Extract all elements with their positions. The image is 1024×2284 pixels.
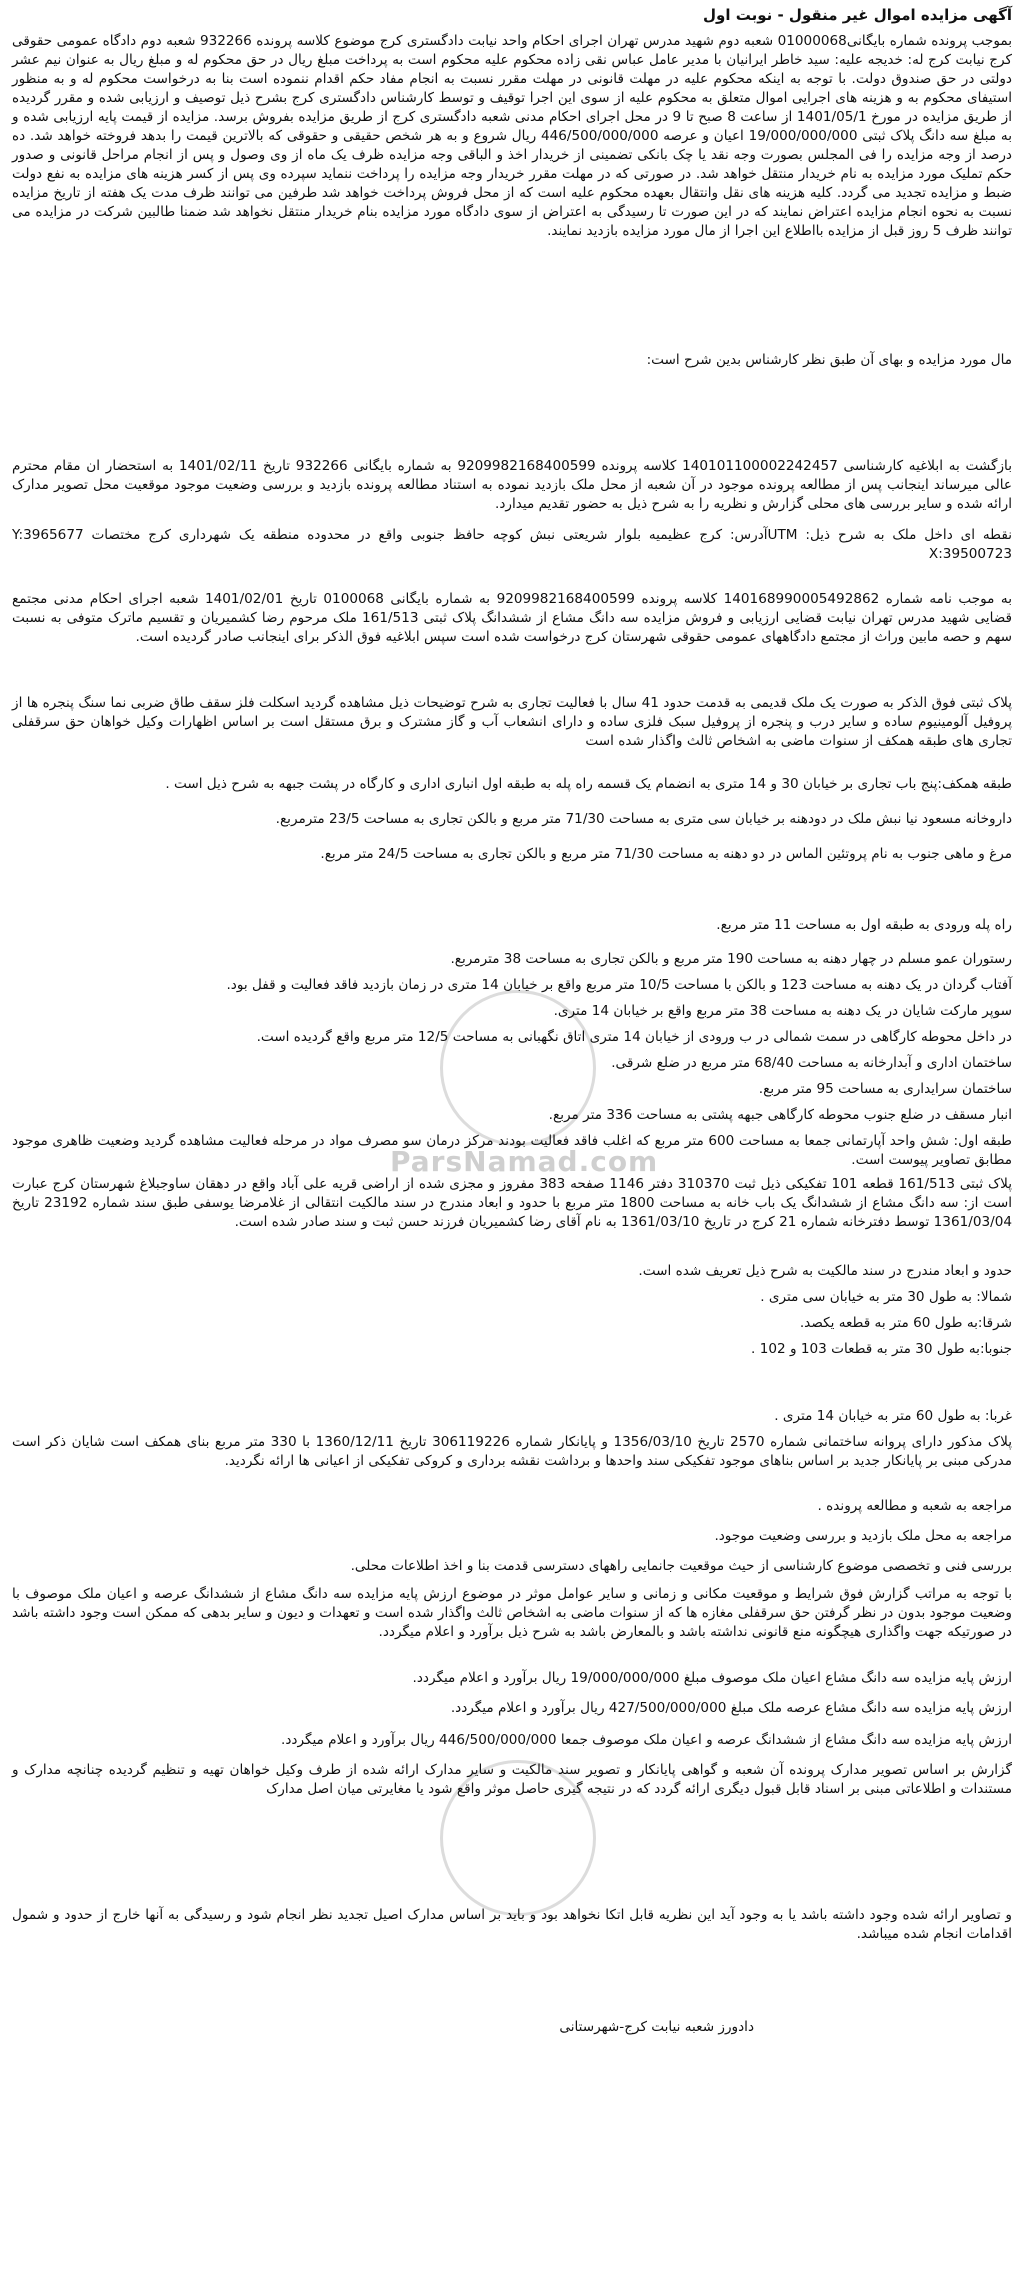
first-floor-paragraph: طبقه اول: شش واحد آپارتمانی جمعا به مساحت 600 متر مربع که اغلب فاقد فعالیت بودند مرکز درمان سو مصرف مواد در مرحله فعالیت مشاهده گردید وضعیت ظاهری موجود مطابق تصاویر پیوست است. [12, 1133, 1012, 1168]
stair-line: راه پله ورودی به طبقه اول به مساحت 11 متر مربع. [716, 917, 1012, 933]
watermark: ParsNamad.com [390, 1145, 659, 1178]
sunflower-line: آفتاب گردان در یک دهنه به مساحت 123 و بالکن با مساحت 10/5 متر مربع واقع بر خیابان 14 متری در زمان بازدید فاقد فعالیت و قفل بود. [226, 977, 1012, 993]
shop-line: مرغ و ماهی جنوب به نام پروتئین الماس در دو دهنه به مساحت 71/30 متر مربع و بالکن تجاری به مساحت 24/5 متر مربع. [320, 846, 1012, 862]
pharmacy-line: داروخانه مسعود نیا نبش ملک در دودهنه بر خیابان سی متری به مساحت 71/30 متر مربع و بالکن تجاری به مساحت 23/5 مترمربع. [275, 811, 1012, 827]
restaurant-line: رستوران عمو مسلم در چهار دهنه به مساحت 190 متر مربع و بالکن تجاری به مساحت 38 مترمربع. [450, 951, 1012, 967]
value-land: ارزش پایه مزایده سه دانگ مشاع عرصه ملک مبلغ 427/500/000/000 ریال برآورد و اعلام میگردد. [450, 1700, 1012, 1716]
intro-paragraph: بموجب پرونده شماره بایگانی01000068 شعبه دوم شهید مدرس تهران اجرای احکام واحد نیابت دادگستری کرج موضوع کلاسه پرونده 932266 شعبه دوم دادگاه عمومی حقوقی کرج نیابت کرج له: خدیجه علیه: سید خاطر ایرانیان با مدیر عامل عباس نقی زاده محکوم علیه محکوم است به پرداخت مبلغ ریال در حق محکوم له و مبلغ ریال به عنوان نیم عشر دولتی در حق صندوق دولت. با توجه به اینکه محکوم علیه در مهلت قانونی در مهلت مقرر نسبت به انجام مفاد حکم اقدام ننموده است بنا به درخواست محکوم له و به منظور استیفای محکوم به و هزینه های اجرایی اموال متعلق به محکوم علیه از سوی این اجرا توقیف و توسط کارشناس دادگستری کرج بشرح ذیل توصیف و ارزیابی شده و مقرر گردیده از طریق مزایده در مورخ 1401/05/1 از ساعت 8 صبح تا 9 در محل اجرای احکام مدنی شعبه دادگستری کرج از طریق مزایده بفروش برسد. مزایده از قیمت پایه ارزیابی شده و به مبلغ سه دانگ پلاک ثبتی 19/000/000/000 اعیان و عرصه 446/500/000/000 ریال شروع و به هر شخص حقیقی و حقوقی که بالاترین قیمت را بدهد فروخته خواهد شد. ده درصد از وجه مزایده را فی المجلس بصورت وجه نقد یا چک بانکی تضمینی از خریدار اخذ و الباقی وجه مزایده ظرف یک ماه از وی وصول و پس از انجام مراحل قانونی و صدور حکم تملیک مورد مزایده به نام خریدار منتقل خواهد شد. در صورتی که در مهلت مقرر خریدار وجه مزایده را پرداخت ننماید سپرده وی پس از کسر هزینه های مزایده به نفع دولت ضبط و مزایده تجدید می گردد. کلیه هزینه های نقل وانتقال بعهده محکوم علیه است که از محل فروش پرداخت خواهد شد طرفین می توانند ظرف مدت یک هفته از تاریخ مزایده نسبت به نحوه انجام مزایده اعتراض نمایند که در این صورت تا رسیدگی به اعتراض از سوی دادگاه مورد مزایده بنام خریدار منتقل نخواهد شد ضمنا طالبین شرکت در مزایده می توانند ظرف 5 روز قبل از مزایده بااطلاع این اجرا از مال مورد مزایده بازدید نمایند. [12, 33, 1013, 239]
supermarket-line: سوپر مارکت شایان در یک دهنه به مساحت 38 متر مربع واقع بر خیابان 14 متری. [553, 1003, 1012, 1019]
caretaker-building-line: ساختمان سرایداری به مساحت 95 متر مربع. [758, 1081, 1012, 1097]
subject-heading: مال مورد مزایده و بهای آن طبق نظر کارشناس بدین شرح است: [646, 352, 1012, 368]
boundaries-heading: حدود و ابعاد مندرج در سند مالکیت به شرح ذیل تعریف شده است. [638, 1263, 1012, 1279]
valuation-basis-paragraph: با توجه به مراتب گزارش فوق شرایط و موقعیت مکانی و زمانی و سایر عوامل موثر در موضوع ارزش پایه مزایده سه دانگ مشاع از ششدانگ عرصه و اعیان ملک موصوف با وضعیت موجود بدون در نظر گرفتن حق سرقفلی مغازه ها که از سنوات ماضی به اشخاص ثالث واگذار شده است و تعهدات و دیون و سایر بدهی که ممکن است وجود داشته باشد در صورتیکه جهت واگذاری هیچگونه منع قانونی نداشته باشد و بالمعارض باشد به شرح ذیل برآورد و اعلام میگردد. [12, 1586, 1012, 1640]
order-paragraph: به موجب نامه شماره 140168990005492862 کلاسه پرونده 9209982168400599 به شماره بایگانی 0100068 تاریخ 1401/02/01 شعبه اجرای احکام مدنی مجتمع قضایی شهید مدرس تهران نیابت قضایی ارزیابی و فروش مزایده سه دانگ مشاع از ششدانگ پلاک ثبتی 161/513 ملک مرحوم رضا کشمیریان و تقسیم ماترک متوفی به نسبت سهم و حصه مابین وراث از مجتمع دادگاههای عمومی حقوقی شهرستان کرج درخواست شده است سپس ابلاغیه فوق الذکر برای اینجانب صادر گردیده است. [12, 591, 1013, 645]
expert-report-paragraph: بازگشت به ابلاغیه کارشناسی 140101100002242457 کلاسه پرونده 9209982168400599 به شماره بایگانی 932266 تاریخ 1401/02/11 به استحضار ان مقام محترم عالی میرساند اینجانب پس از مطالعه پرونده موجود در آن شعبه از محل ملک بازدید نموده به استناد مطالعه پرونده بازدید و بررسی وضعیت موجود موقعیت محل تصویر مدارک ارائه شده و سایر بررسی های محلی گزارش و نظریه را به شرح ذیل به حضور تقدیم میدارد. [12, 458, 1012, 512]
property-description-paragraph: پلاک ثبتی فوق الذکر به صورت یک ملک قدیمی به قدمت حدود 41 سال با فعالیت تجاری به شرح توضیحات ذیل مشاهده گردید اسکلت فلز سقف طاق ضربی نما سنگ پنجره ها از پروفیل آلومینیوم ساده و سایر درب و پنجره از پروفیل سبک فلزی ساده و دارای انشعاب آب و گاز مشترک و برق مستقل است بر اساس اظهارات وکیل خواهان حق سرقفلی تجاری های طبقه همکف از سنوات ماضی به اشخاص ثالث واگذار شده است [12, 695, 1012, 749]
step-site-visit: مراجعه به محل ملک بازدید و بررسی وضعیت موجود. [714, 1528, 1012, 1544]
office-building-line: ساختمان اداری و آبدارخانه به مساحت 68/40 متر مربع در ضلع شرقی. [611, 1055, 1012, 1071]
guard-room-line: در داخل محوطه کارگاهی در سمت شمالی در ب ورودی از خیابان 14 متری اتاق نگهبانی به مساحت 12/5 متر مربع واقع گردیده است. [256, 1029, 1012, 1045]
report-basis-paragraph: گزارش بر اساس تصویر مدارک پرونده آن شعبه و گواهی پایانکار و تصویر سند مالکیت و سایر مدارک ارائه شده از طرف وکیل خواهان تهیه و تنظیم گردیده چنانچه مدارک و مستندات و اطلاعاتی مبنی بر اسناد قابل قبول دیگری ارائه گردد که در نتیجه گیری حاصل موثر واقع شود یا مغایرتی میان اصل مدارک [12, 1762, 1012, 1797]
document-title: آگهی مزایده اموال غیر منقول - نوبت اول [703, 6, 1012, 24]
value-buildings: ارزش پایه مزایده سه دانگ مشاع اعیان ملک موصوف مبلغ 19/000/000/000 ریال برآورد و اعلام میگردد. [412, 1670, 1012, 1686]
value-total: ارزش پایه مزایده سه دانگ مشاع از ششدانگ عرصه و اعیان ملک موصوف جمعا 446/500/000/000 ریال برآورد و اعلام میگردد. [281, 1732, 1012, 1748]
registration-paragraph: پلاک ثبتی 161/513 قطعه 101 تفکیکی ذیل ثبت 310370 دفتر 1146 صفحه 383 مفروز و مجزی شده از اراضی قریه علی آباد واقع در دهقان ساوجبلاغ شهرستان کرج عبارت است از: سه دانگ مشاع از ششدانگ یک باب خانه به مساحت 1800 متر مربع با حدود و ابعاد مندرج در سند مالکیت انتقالی از غلامرضا یوسفی طبق سند شماره 23192 تاریخ 1361/03/04 توسط دفترخانه شماره 21 کرج در تاریخ 1361/03/10 به نام آقای رضا کشمیریان فرزند حسن ثبت و سند صادر شده است. [12, 1176, 1013, 1230]
warehouse-line: انبار مسقف در ضلع جنوب محوطه کارگاهی جبهه پشتی به مساحت 336 متر مربع. [548, 1107, 1012, 1123]
step-technical-review: بررسی فنی و تخصصی موضوع کارشناسی از حیث موقعیت جانمایی راههای دسترسی قدمت بنا و اخذ اطلاعات محلی. [350, 1558, 1012, 1574]
disclaimer-paragraph: و تصاویر ارائه شده وجود داشته باشد یا به وجود آید این نظریه قابل اتکا نخواهد بود و باید بر اساس مدارک اصیل تجدید نظر انجام شود و رسیدگی به آنها خارج از حدود و شمول اقدامات انجام شده میباشد. [12, 1907, 1012, 1942]
step-review-file: مراجعه به شعبه و مطالعه پرونده . [817, 1498, 1012, 1514]
ground-floor-paragraph: طبقه همکف:پنج باب تجاری بر خیابان 30 و 14 متری به انضمام یک قسمه راه پله به طبقه اول انباری اداری و کارگاه در پشت جبهه به شرح ذیل است . [165, 776, 1012, 792]
boundary-north: شمالا: به طول 30 متر به خیابان سی متری . [760, 1289, 1012, 1305]
boundary-south: جنوبا:به طول 30 متر به قطعات 103 و 102 . [751, 1341, 1012, 1357]
permit-paragraph: پلاک مذکور دارای پروانه ساختمانی شماره 2570 تاریخ 1356/03/10 و پایانکار شماره 306119226 تاریخ 1360/12/11 با 330 متر مربع بنای همکف است شایان ذکر است مدرکی مبنی بر پایانکار جدید بر اساس بناهای موجود تفکیکی سند واحدها و برداشت نقشه برداری و کروکی تفکیکی از اعیانی ها ارائه نگردید. [12, 1434, 1012, 1469]
boundary-west: غربا: به طول 60 متر به خیابان 14 متری . [774, 1408, 1012, 1424]
signature: دادورز شعبه نیابت کرج-شهرستانی [559, 2019, 754, 2035]
location-paragraph: نقطه ای داخل ملک به شرح ذیل: UTMآدرس: کرج عظیمیه بلوار شریعتی نبش کوچه حافظ جنوبی واقع در محدوده منطقه یک شهرداری کرج مختصات Y:3965677 X:39500723 [12, 527, 1012, 562]
boundary-east: شرقا:به طول 60 متر به قطعه یکصد. [799, 1315, 1012, 1331]
